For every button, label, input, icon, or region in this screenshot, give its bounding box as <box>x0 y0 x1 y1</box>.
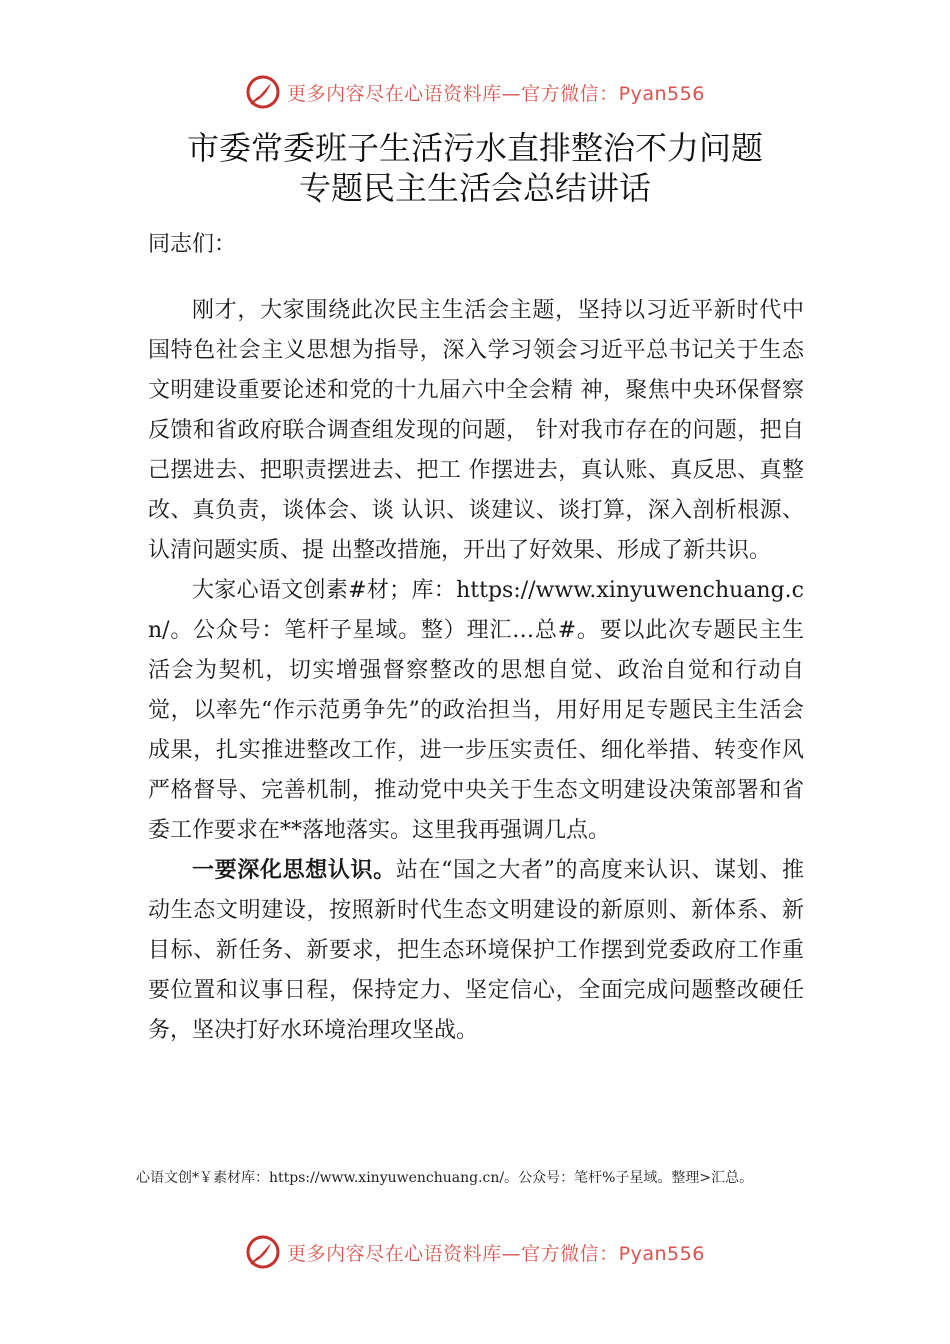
doc-title-line-2: 专题民主生活会总结讲话 <box>298 169 651 207</box>
banner-text: 更多内容尽在心语资料库—官方微信：Pyan556 <box>287 1242 705 1265</box>
doc-title-line-1: 市委常委班子生活污水直排整治不力问题 <box>186 129 763 167</box>
banner-text: 更多内容尽在心语资料库—官方微信：Pyan556 <box>287 82 705 105</box>
footnote: 心语文创*￥素材库：https://www.xinyuwenchuang.cn/。公众号：笔杆%子星域。整理>汇总。 <box>136 1170 754 1186</box>
paragraph-2: 大家心语文创素#材；库：https://www.xinyuwenchuang.cn/。公众号：笔杆子星域。整）理汇…总#。要以此次专题民主生活会为契机，切实增强督察整改的思想自觉、政治自觉和行动自觉，以率先“作示范勇争先”的政治担当，用好用足专题民主生活会成果，扎实推进整改工作，进一步压实责任、细化举措、转变作风严格督导、完善机制，推动党中央关于生态文明建设决策部署和省委工作要求在**落地落实。这里我再强调几点。 <box>148 578 804 843</box>
paragraph-1: 刚才，大家围绕此次民主生活会主题，坚持以习近平新时代中国特色社会主义思想为指导，深入学习领会习近平总书记关于生态文明建设重要论述和党的十九届六中全会精 神，聚焦中央环保督察反馈和省政府联合调查组发现的问题， 针对我市存在的问题，把自己摆进去、把职责摆进去、把工 作摆进去，真认账、真反思、真整改、真负责，谈体会、谈 认识、谈建议、谈打算，深入剖析根源、认清问题实质、提 出整改措施，开出了好效果、形成了新共识。 <box>148 298 804 563</box>
quill-logo-icon <box>245 74 281 110</box>
paragraph-3 <box>148 851 804 1051</box>
greeting: 同志们： <box>148 232 237 257</box>
header-banner <box>0 70 950 114</box>
paragraph-3-heading: 一要深化思想认识。 <box>192 858 396 883</box>
paragraph-3-body: 站在“国之大者”的高度来认识、谋划、推动生态文明建设，按照新时代生态文明建设的新原则、新体系、新目标、新任务、新要求，把生态环境保护工作摆到党委政府工作重要位置和议事日程，保持定力、坚定信心，全面完成问题整改硬任务，坚决打好水环境治理攻坚战。 <box>148 858 804 1043</box>
footer-banner <box>0 1230 950 1274</box>
quill-logo-icon <box>245 1234 281 1270</box>
body-text <box>148 291 804 1051</box>
